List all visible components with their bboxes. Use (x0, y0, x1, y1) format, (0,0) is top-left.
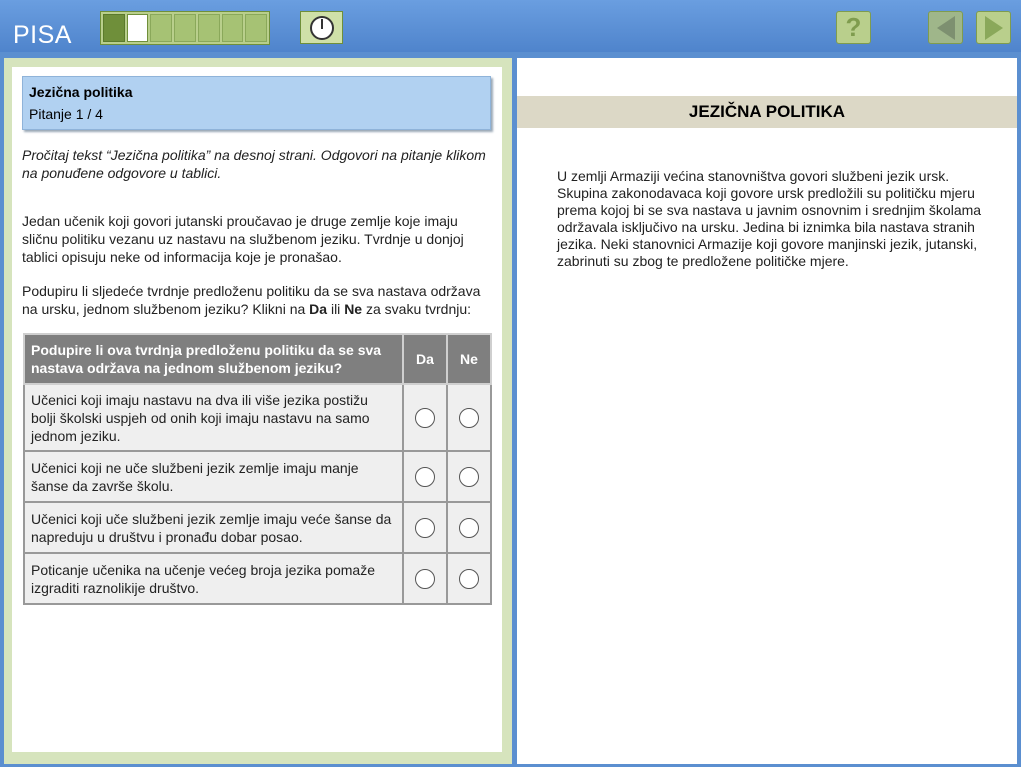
question-title: Jezična politika (29, 84, 133, 100)
no-cell[interactable] (447, 384, 491, 451)
progress-segment (127, 14, 149, 42)
progress-segment (174, 14, 196, 42)
arrow-right-icon (985, 16, 1003, 40)
yes-cell[interactable] (403, 502, 447, 553)
no-cell[interactable] (447, 553, 491, 604)
table-row (24, 384, 491, 451)
arrow-left-icon (937, 16, 955, 40)
no-radio[interactable] (459, 569, 479, 589)
yes-radio[interactable] (415, 408, 435, 428)
next-button[interactable] (976, 11, 1011, 44)
reading-text: U zemlji Armaziji većina stanovništva govori službeni jezik ursk. Skupina zakonodavaca koji govore ursk predložili su političku mjeru prema kojoj bi se sva nastava u javnim osnovnim i srednjim školama održavala isključivo na ursku. Jedina bi iznimka bila nastava stranih jezika. Neki stanovnici Armazije koji govore manjinski jezik, jutanski, zabrinuti su zbog te predložene političke mjere. (557, 168, 982, 269)
statement-text: Učenici koji ne uče službeni jezik zemlje imaju manje šanse da završe školu. (24, 451, 403, 502)
yes-radio[interactable] (415, 518, 435, 538)
no-radio[interactable] (459, 408, 479, 428)
task-text: ili (327, 301, 345, 317)
context-paragraph: Jedan učenik koji govori jutanski proučavao je druge zemlje koje imaju sličnu politiku vezanu uz nastavu na službenom jeziku. Tvrdnje u donjoj tablici opisuju neke od informacija koje je pronašao. (22, 213, 464, 265)
statement-text: Poticanje učenika na učenje većeg broja jezika pomaže izgraditi raznolikije društvo. (24, 553, 403, 604)
yes-radio[interactable] (415, 569, 435, 589)
yes-cell[interactable] (403, 553, 447, 604)
answer-table (23, 333, 492, 605)
progress-segment (198, 14, 220, 42)
task-yes-word: Da (309, 301, 328, 317)
question-number: Pitanje 1 / 4 (29, 106, 103, 122)
table-row (24, 502, 491, 553)
progress-segment (222, 14, 244, 42)
table-header-no: Ne (447, 334, 491, 384)
statement-text: Učenici koji imaju nastavu na dva ili više jezika postižu bolji školski uspjeh od onih koji imaju nastavu na samo jednom jeziku. (24, 384, 403, 451)
table-row (24, 553, 491, 604)
task-text: za svaku tvrdnju: (362, 301, 472, 317)
no-cell[interactable] (447, 502, 491, 553)
task-paragraph (22, 282, 492, 318)
task-text: Podupiru li sljedeće tvrdnje predloženu politiku da se sva nastava održava na ursku, jednom službenom jeziku? Klikni na (22, 283, 481, 317)
question-mark-icon: ? (845, 12, 862, 42)
reading-title: JEZIČNA POLITIKA (517, 96, 1017, 128)
task-no-word: Ne (344, 301, 363, 317)
reading-panel[interactable] (517, 58, 1017, 764)
no-radio[interactable] (459, 467, 479, 487)
app-brand: PISA (13, 21, 72, 49)
progress-segment (245, 14, 267, 42)
help-button[interactable] (836, 11, 871, 44)
yes-cell[interactable] (403, 384, 447, 451)
yes-cell[interactable] (403, 451, 447, 502)
top-bar (0, 0, 1021, 52)
no-radio[interactable] (459, 518, 479, 538)
previous-button[interactable] (928, 11, 963, 44)
no-cell[interactable] (447, 451, 491, 502)
table-header-yes: Da (403, 334, 447, 384)
progress-segment (103, 14, 125, 42)
timer-button[interactable] (300, 11, 343, 44)
yes-radio[interactable] (415, 467, 435, 487)
instruction-text: Pročitaj tekst “Jezična politika” na desnoj strani. Odgovori na pitanje klikom na ponuđene odgovore u tablici. (22, 147, 486, 181)
question-header (22, 76, 491, 130)
statement-text: Učenici koji uče službeni jezik zemlje imaju veće šanse da napreduju u društvu i pronađu dobar posao. (24, 502, 403, 553)
table-row (24, 451, 491, 502)
progress-segment (150, 14, 172, 42)
clock-icon (310, 16, 334, 40)
table-header-statement: Podupire li ova tvrdnja predloženu politiku da se sva nastava održava na jednom službenom jeziku? (24, 334, 403, 384)
progress-bar (100, 11, 270, 45)
